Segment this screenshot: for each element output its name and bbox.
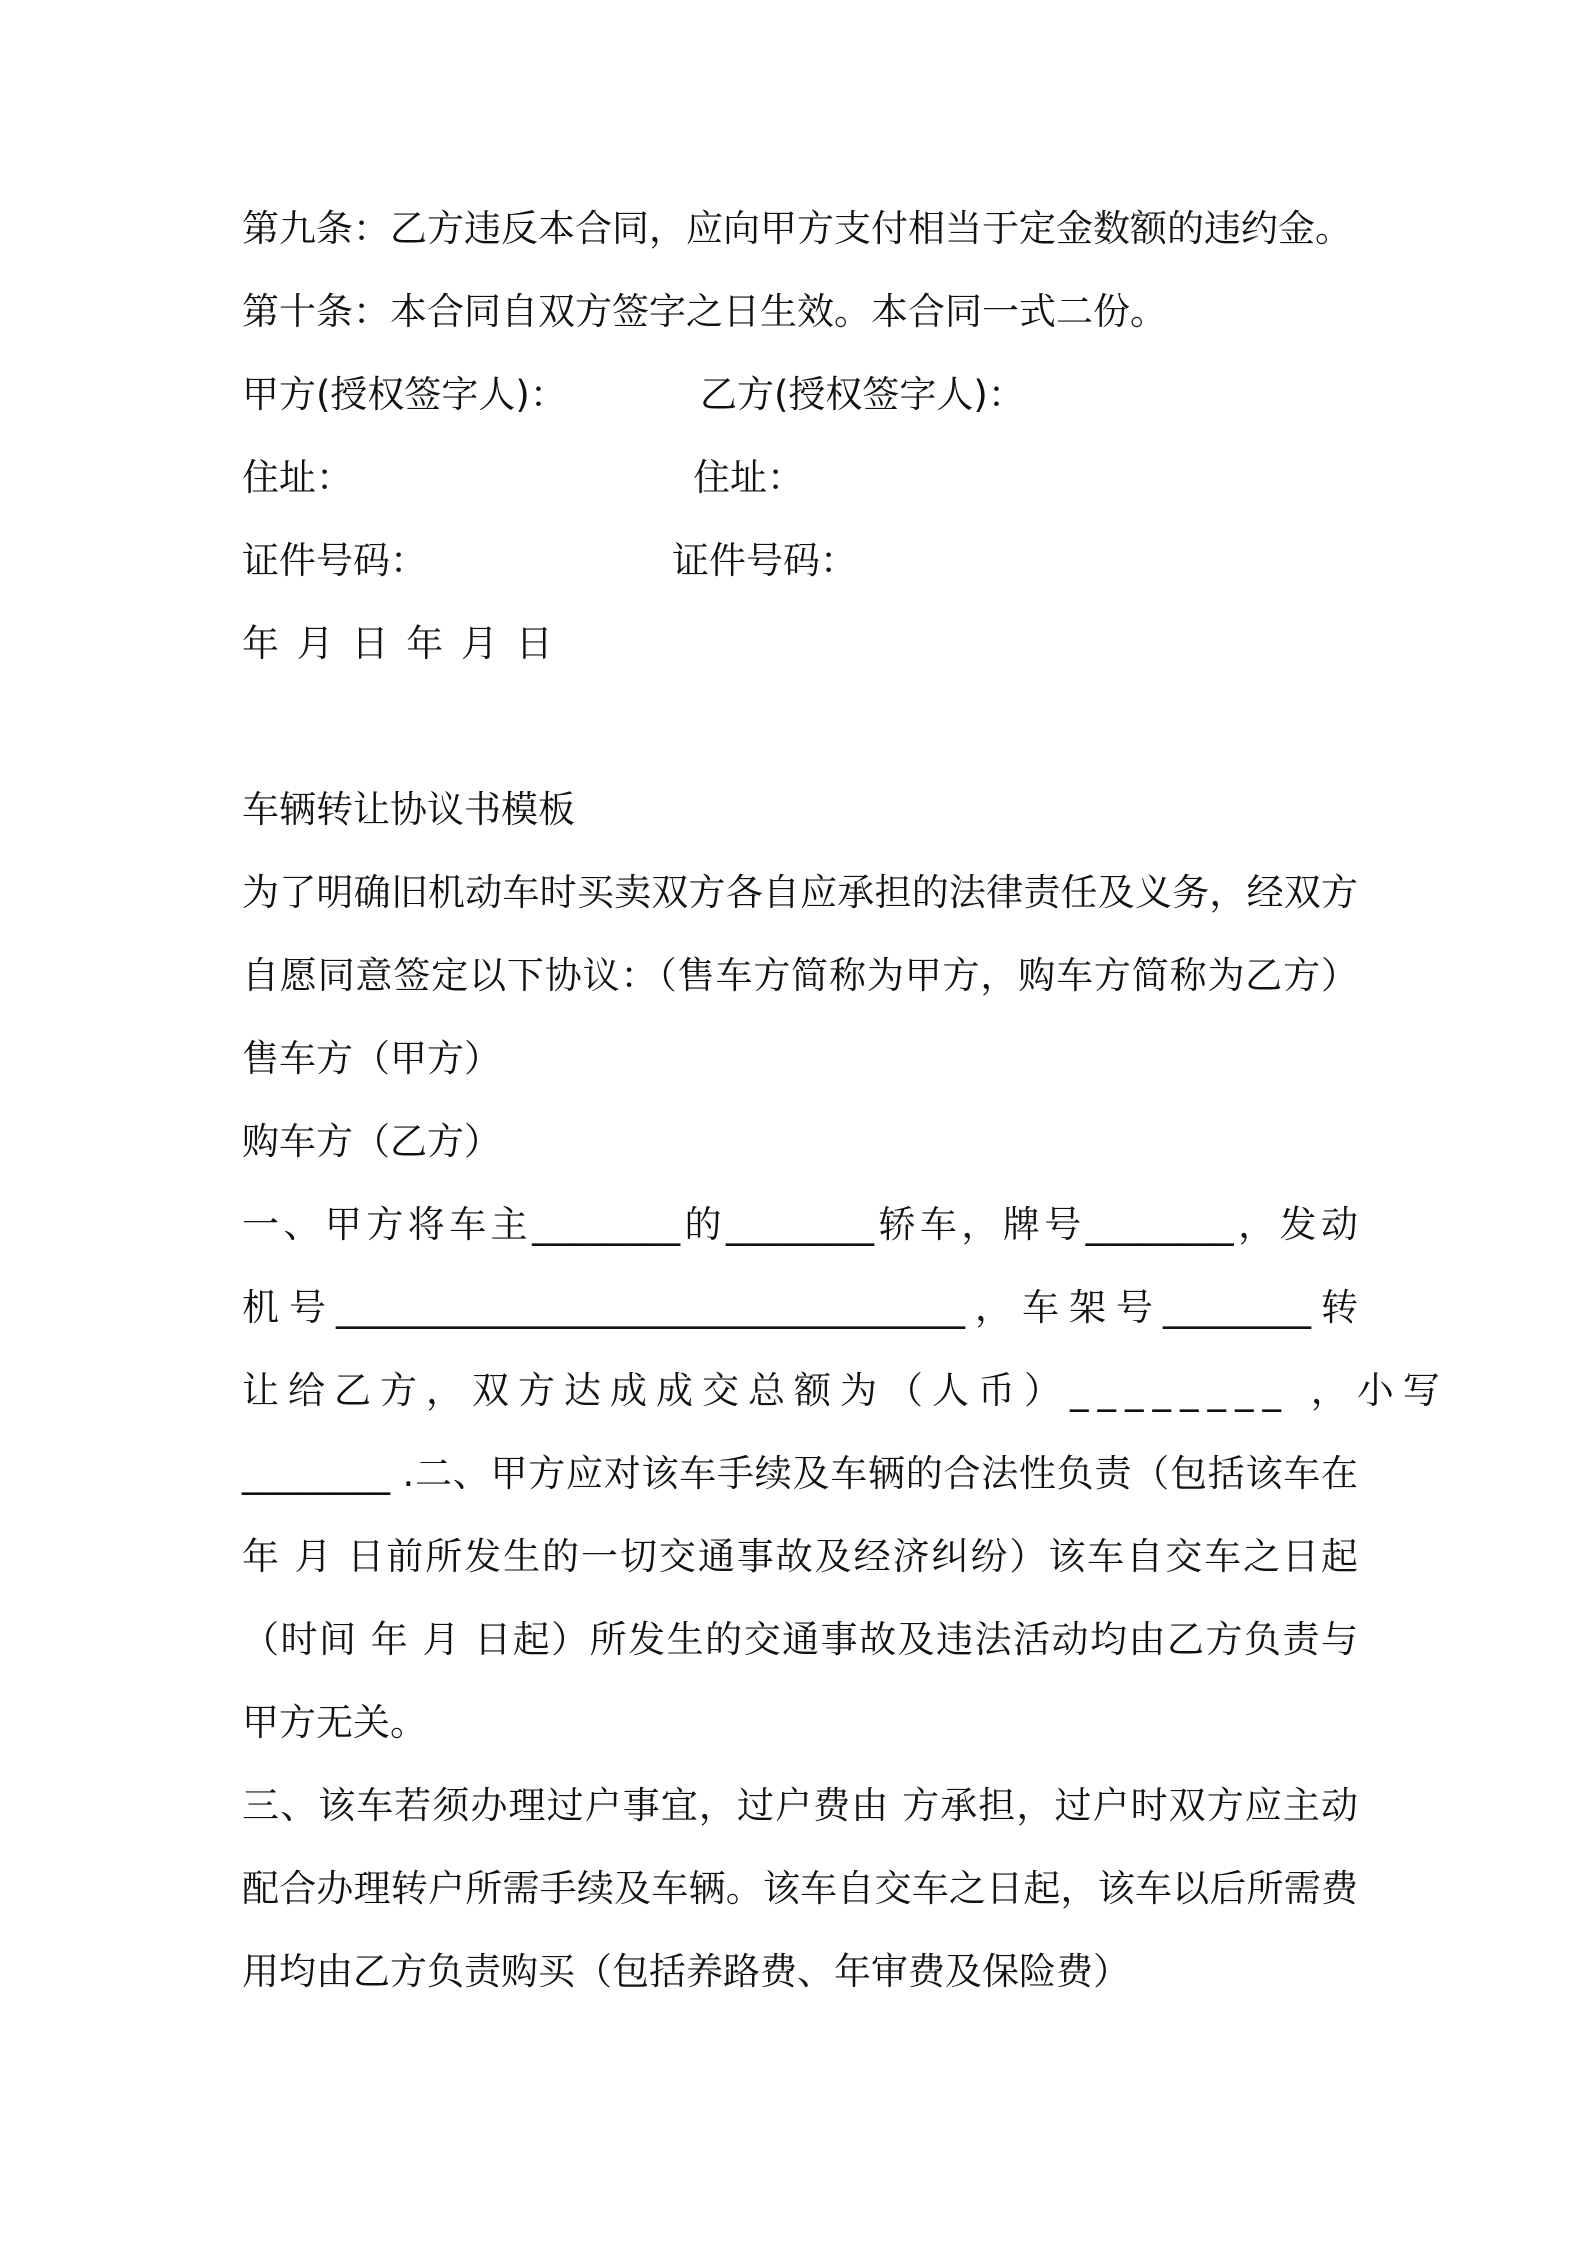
article-10: 第十条：本合同自双方签字之日生效。本合同一式二份。 [242,290,1167,333]
intro-line-2: 自愿同意签定以下协议：（售车方简称为甲方，购车方简称为乙方） [242,954,1358,997]
party-b-signature-label: 乙方(授权签字人)： [700,373,1025,416]
article-9: 第九条：乙方违反本合同，应向甲方支付相当于定金数额的违约金。 [242,207,1352,250]
clause-3-line-1: 三、该车若须办理过户事宜，过户费由 方承担，过户时双方应主动 [242,1784,1358,1827]
party-a-id-label: 证件号码： [242,539,427,582]
party-a-signature-label: 甲方(授权签字人)： [242,373,567,416]
party-b-address-label: 住址： [693,456,804,499]
clause-1-line-3: 让给乙方，双方达成成交总额为（人币）________ ，小写 [242,1369,1449,1412]
clause-3-line-3: 用均由乙方负责购买（包括养路费、年审费及保险费） [242,1950,1130,1993]
clause-2-line-2: 年 月 日前所发生的一切交通事故及经济纠纷）该车自交车之日起 [242,1535,1358,1578]
party-a-address-label: 住址： [242,456,353,499]
clause-1-line-4: ________ .二、甲方应对该车手续及车辆的合法性负责（包括该车在 [242,1452,1358,1495]
clause-2-line-4: 甲方无关。 [242,1701,427,1744]
clause-1-line-2: 机号__________________________________，车架号________转 [242,1286,1358,1329]
clause-1-line-1: 一、甲方将车主________的________轿车，牌号________，发动 [242,1203,1358,1246]
intro-line-1: 为了明确旧机动车时买卖双方各自应承担的法律责任及义务，经双方 [242,871,1358,914]
clause-3-line-2: 配合办理转户所需手续及车辆。该车自交车之日起，该车以后所需费 [242,1867,1358,1910]
template-title: 车辆转让协议书模板 [242,788,575,831]
clause-2-line-3: （时间 年 月 日起）所发生的交通事故及违法活动均由乙方负责与 [242,1618,1358,1661]
buyer-label: 购车方（乙方） [242,1120,501,1163]
seller-label: 售车方（甲方） [242,1037,501,1080]
party-b-id-label: 证件号码： [672,539,857,582]
date-line: 年 月 日 年 月 日 [242,622,553,665]
